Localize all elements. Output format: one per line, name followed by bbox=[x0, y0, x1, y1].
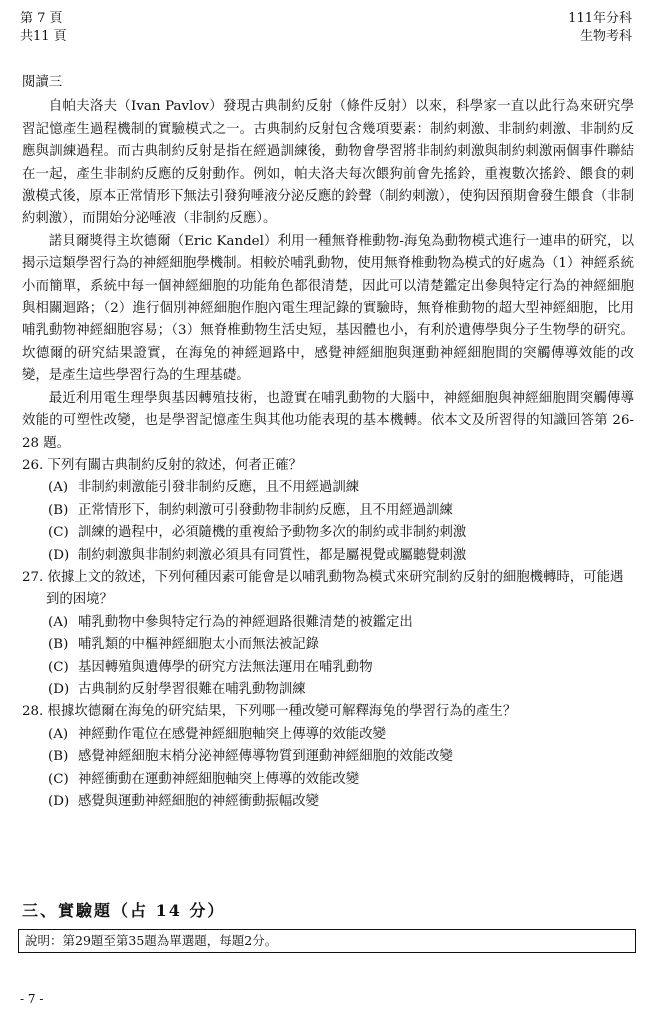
option-label: (B) bbox=[48, 749, 69, 765]
page-number: 第 7 頁 bbox=[20, 11, 63, 26]
option-label: (A) bbox=[48, 614, 69, 630]
reading-paragraph: 諾貝爾獎得主坎德爾（Eric Kandel）利用一種無脊椎動物-海兔為動物模式進行一連串的研究，以揭示這類學習行為的神經細胞學機制。相較於哺乳動物，使用無脊椎動物為模式的好處為（1）神經系統小而簡單，系統中每一個神經細胞的功能角色都很清楚，因此可以清楚鑑定出參與特定行為的神經細胞與相關迴路；（2）進行個別神經細胞作胞內電生理記錄的實驗時，無脊椎動物的超大型神經細胞，比用哺乳動物神經細胞容易；（3）無脊椎動物生活史短，基因體也小，有利於遺傳學與分子生物學的研究。坎德爾的研究結果證實，在海兔的神經迴路中，感覺神經細胞與運動神經細胞間的突觸傳導效能的改變，是產生這些學習行為的生理基礎。 bbox=[22, 233, 634, 384]
page-footer: - 7 - bbox=[20, 992, 44, 1006]
question-26 bbox=[22, 455, 634, 567]
section-title-experiment: 三、實驗題（占 14 分） bbox=[22, 901, 226, 920]
option-label: (C) bbox=[48, 659, 69, 675]
exam-subject: 生物考科 bbox=[579, 29, 632, 44]
option-d[interactable] bbox=[22, 791, 634, 813]
reading-title: 閱讀三 bbox=[22, 75, 63, 90]
page-header-left bbox=[20, 10, 67, 46]
option-a[interactable] bbox=[22, 612, 634, 634]
exam-year: 111年分科 bbox=[568, 11, 632, 26]
total-pages: 共11 頁 bbox=[20, 29, 67, 44]
reading-paragraph: 自帕夫洛夫（Ivan Pavlov）發現古典制約反射（條件反射）以來，科學家一直以此行為來研究學習記憶產生過程機制的實驗模式之一。古典制約反射包含幾項要素：制約刺激、非制約刺激、非制約反應與訓練過程。而古典制約反射是指在經過訓練後，動物會學習將非制約刺激與制約刺激兩個事件聯結在一起，產生非制約反應的反射動作。例如，帕夫洛夫每次餵狗前會先搖鈴，重複數次搖鈴、餵食的刺激模式後，原本正常情形下無法引發狗唾液分泌反應的鈴聲（制約刺激），使狗因預期會發生餵食（非制約刺激），而開始分泌唾液（非制約反應）。 bbox=[22, 99, 634, 227]
option-d[interactable] bbox=[22, 545, 634, 567]
option-label: (A) bbox=[48, 480, 69, 496]
option-a[interactable] bbox=[22, 477, 634, 499]
option-c[interactable] bbox=[22, 769, 634, 791]
reading-paragraph: 最近利用電生理學與基因轉殖技術，也證實在哺乳動物的大腦中，神經細胞與神經細胞間突觸傳導效能的可塑性改變，也是學習記憶產生與其他功能表現的基本機轉。依本文及所習得的知識回答第 26-28 題。 bbox=[22, 390, 634, 451]
option-text: 感覺神經細胞末梢分泌神經傳導物質到運動神經細胞的效能改變 bbox=[78, 749, 453, 765]
option-b[interactable] bbox=[22, 634, 634, 656]
option-text: 正常情形下，制約刺激可引發動物非制約反應，且不用經過訓練 bbox=[78, 502, 453, 518]
option-text: 哺乳動物中參與特定行為的神經迴路很難清楚的被鑑定出 bbox=[78, 614, 413, 630]
option-text: 感覺與運動神經細胞的神經衝動振幅改變 bbox=[78, 794, 320, 809]
option-text: 神經動作電位在感覺神經細胞軸突上傳導的效能改變 bbox=[78, 726, 386, 742]
option-label: (B) bbox=[48, 502, 69, 518]
question-27 bbox=[22, 567, 634, 701]
option-c[interactable] bbox=[22, 657, 634, 679]
option-label: (D) bbox=[48, 547, 70, 563]
option-label: (C) bbox=[48, 525, 69, 541]
option-d[interactable] bbox=[22, 679, 634, 701]
option-text: 古典制約反射學習很難在哺乳動物訓練 bbox=[78, 681, 306, 697]
option-text: 哺乳類的中樞神經細胞太小而無法被記錄 bbox=[78, 637, 320, 653]
question-28 bbox=[22, 701, 634, 813]
option-text: 制約刺激與非制約刺激必須具有同質性，都是屬視覺或屬聽覺刺激 bbox=[78, 547, 467, 563]
option-label: (A) bbox=[48, 726, 69, 742]
option-text: 非制約刺激能引發非制約反應，且不用經過訓練 bbox=[78, 480, 360, 496]
option-text: 基因轉殖與遺傳學的研究方法無法運用在哺乳動物 bbox=[78, 659, 373, 675]
question-stem: 28. 根據坎德爾在海兔的研究結果，下列哪一種改變可解釋海兔的學習行為的產生？ bbox=[22, 704, 517, 720]
page-header-right bbox=[568, 10, 632, 46]
option-label: (D) bbox=[48, 794, 70, 809]
option-b[interactable] bbox=[22, 500, 634, 522]
option-label: (B) bbox=[48, 637, 69, 653]
option-label: (C) bbox=[48, 771, 69, 787]
instructions-box: 說明：第29題至第35題為單選題，每題2分。 bbox=[18, 929, 636, 953]
option-a[interactable] bbox=[22, 724, 634, 746]
option-c[interactable] bbox=[22, 522, 634, 544]
main-content bbox=[22, 72, 634, 813]
option-text: 神經衝動在運動神經細胞軸突上傳導的效能改變 bbox=[78, 771, 360, 787]
question-stem: 26. 下列有關古典制約反射的敘述，何者正確？ bbox=[22, 457, 302, 473]
option-b[interactable] bbox=[22, 746, 634, 768]
option-label: (D) bbox=[48, 681, 70, 697]
question-stem: 27. 依據上文的敘述，下列何種因素可能會是以哺乳動物為模式來研究制約反射的細胞機轉時，可能遇到的困境？ bbox=[22, 569, 624, 608]
option-text: 訓練的過程中，必須隨機的重複給予動物多次的制約或非制約刺激 bbox=[78, 525, 467, 541]
